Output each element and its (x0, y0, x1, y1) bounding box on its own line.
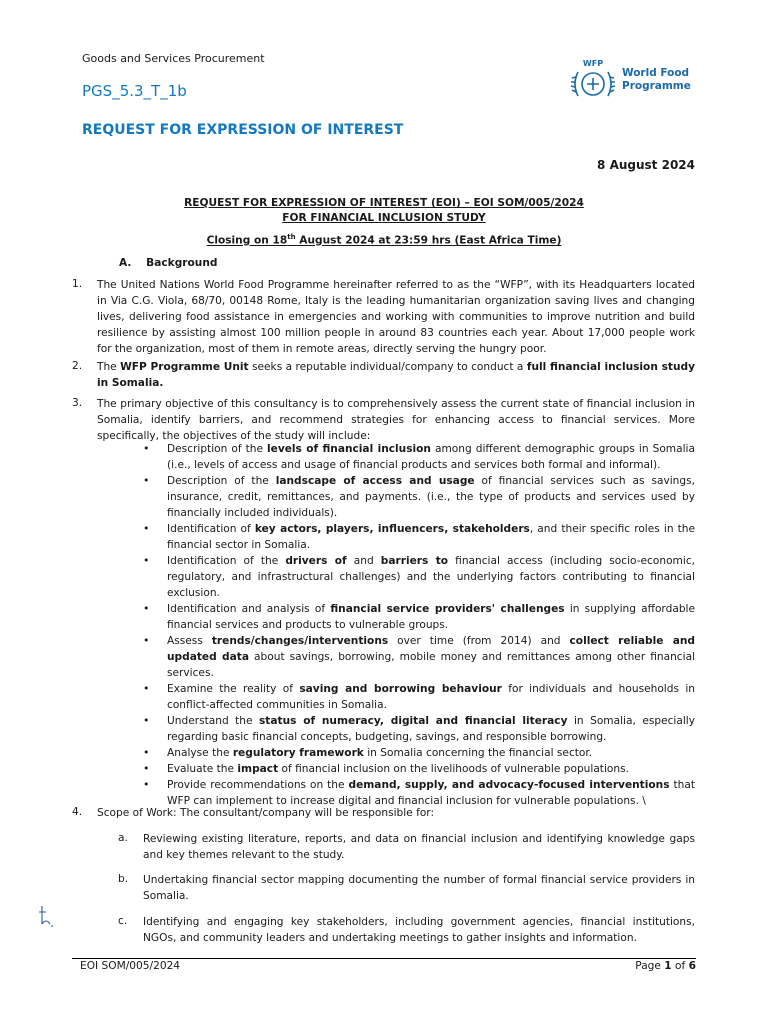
b5-text-end: in supplying affordable financial services and products to vulnerable groups. (167, 603, 696, 631)
list-item (143, 601, 695, 633)
b8-text-end: in Somalia, especially regarding basic financial concepts, budgeting, savings, and responsible borrowing. (167, 715, 696, 743)
p2-text-c: seeks a reputable individual/company to conduct a (248, 361, 527, 373)
footer-divider (72, 958, 696, 959)
section-heading-background: A. Background (119, 257, 218, 269)
b9-text: Analyse the (167, 747, 233, 759)
b8-text: Understand the (167, 715, 259, 727)
b2-text-end: of financial services such as savings, insurance, credit, remittances, and payments. (i.e., the type of products and services used by financially included individuals). (167, 475, 695, 519)
logo-wordmark (622, 67, 691, 93)
list-item (143, 681, 695, 713)
eoi-title-line2: FOR FINANCIAL INCLUSION STUDY (282, 212, 486, 224)
department-label: Goods and Services Procurement (82, 52, 265, 65)
b1-text-end: among different demographic groups in Somalia (i.e., levels of access and usage of financial products and services both formal and informal). (167, 443, 695, 471)
b4-text-mid: and (346, 555, 381, 567)
sub-item-label-b: b. (118, 873, 129, 885)
p2-text-a: The (97, 361, 121, 373)
b11-text: Provide recommendations on the (167, 779, 349, 791)
page-number (635, 960, 696, 972)
closing-date (82, 233, 686, 247)
b5-bold: financial service providers' challenges (330, 603, 565, 615)
list-item (143, 761, 695, 777)
page-of-label: of (671, 960, 689, 972)
sub-item-label-a: a. (118, 832, 128, 844)
document-code: PGS_5.3_T_1b (82, 82, 187, 100)
b8-bold: status of numeracy, digital and financial literacy (259, 715, 568, 727)
b9-text-end: in Somalia concerning the financial sector. (363, 747, 593, 759)
b4-text-end: financial access (including socio-economic, regulatory, and infrastructural challenges) and the underlying factors contributing to financial exclusion. (167, 555, 696, 599)
list-item (143, 553, 695, 601)
item-number-2: 2. (72, 360, 83, 372)
logo-line1: World Food (622, 67, 690, 79)
b7-bold: saving and borrowing behaviour (299, 683, 502, 695)
paragraph-1: The United Nations World Food Programme hereinafter referred to as the “WFP”, with its Headquarters located in Via C.G. Viola, 68/70, 00148 Rome, Italy is the leading humanitarian organization saving lives and changing lives, delivering food assistance in emergencies and working with communities to improve nutrition and build resilience by assisting almost 100 million people in around 83 countries each year. About 17,000 people work for the organization, most of them in remote areas, directly serving the hungry poor. (97, 279, 695, 355)
sub-item-text-b: Undertaking financial sector mapping documenting the number of formal financial service providers in Somalia. (143, 874, 695, 902)
b4-bold-2: barriers to (380, 555, 449, 567)
b6-bold-2: collect reliable and updated data (167, 635, 695, 663)
logo-abbr: WFP (582, 59, 604, 68)
b4-text: Identification of the (167, 555, 286, 567)
wfp-logo (568, 56, 698, 106)
b7-text: Examine the reality of (167, 683, 300, 695)
paragraph-4: Scope of Work: The consultant/company will be responsible for: (97, 807, 435, 819)
sub-item-text-c: Identifying and engaging key stakeholders, including government agencies, financial institutions, NGOs, and community leaders and undertaking meetings to gather insights and information. (143, 916, 695, 944)
b2-bold: landscape of access and usage (275, 475, 475, 487)
b2-text: Description of the (167, 475, 276, 487)
b10-text: Evaluate the (167, 763, 238, 775)
b6-bold: trends/changes/interventions (211, 635, 389, 647)
item-number-1: 1. (72, 278, 83, 290)
paragraph-2 (97, 359, 695, 391)
footer-reference: EOI SOM/005/2024 (80, 960, 181, 972)
closing-pre: Closing on 18 (206, 234, 288, 247)
page-current: 1 (664, 960, 672, 972)
b1-text: Description of the (167, 443, 268, 455)
b3-bold: key actors, players, influencers, stakeholders (254, 523, 530, 535)
eoi-title (82, 196, 686, 226)
objectives-list (143, 441, 695, 809)
b3-text: Identification of (167, 523, 255, 535)
item-number-4: 4. (72, 806, 83, 818)
b10-bold: impact (237, 763, 279, 775)
b6-text-mid: over time (from 2014) and (388, 635, 570, 647)
list-item (143, 473, 695, 521)
b10-text-end: of financial inclusion on the livelihoods of vulnerable populations. (278, 763, 629, 775)
b7-text-end: for individuals and households in conflict-affected communities in Somalia. (167, 683, 695, 711)
b11-text-end: that WFP can implement to increase digital and financial inclusion for vulnerable populations. \ (167, 779, 695, 807)
initials-signature-icon (36, 904, 56, 930)
b6-text: Assess (167, 635, 212, 647)
closing-sup: th (287, 233, 296, 241)
b4-bold: drivers of (285, 555, 347, 567)
list-item (143, 713, 695, 745)
list-item (143, 633, 695, 681)
eoi-title-line1: REQUEST FOR EXPRESSION OF INTEREST (EOI) – EOI SOM/005/2024 (184, 197, 584, 209)
b1-bold: levels of financial inclusion (267, 443, 431, 455)
page-label: Page (635, 960, 665, 972)
b11-bold: demand, supply, and advocacy-focused interventions (348, 779, 670, 791)
sub-item-label-c: c. (118, 915, 128, 927)
page-total: 6 (688, 960, 696, 972)
p2-bold-d: full financial inclusion study in Somalia. (97, 361, 696, 389)
wfp-emblem-icon (568, 56, 618, 106)
list-item (143, 441, 695, 473)
logo-line2: Programme (622, 80, 691, 92)
item-number-3: 3. (72, 397, 83, 409)
b5-text: Identification and analysis of (167, 603, 331, 615)
document-type-heading: REQUEST FOR EXPRESSION OF INTEREST (82, 122, 404, 138)
b9-bold: regulatory framework (232, 747, 364, 759)
b6-text-end: about savings, borrowing, mobile money and remittances among other financial services. (167, 651, 696, 679)
b3-text-end: , and their specific roles in the financial sector in Somalia. (167, 523, 696, 551)
paragraph-3: The primary objective of this consultancy is to comprehensively assess the current state of financial inclusion in Somalia, identify barriers, and recommend strategies for enhancing access to financial services. More specifically, the objectives of the study will include: (97, 398, 695, 442)
closing-post: August 2024 at 23:59 hrs (East Africa Time) (295, 234, 562, 247)
p2-bold-b: WFP Programme Unit (120, 361, 249, 373)
sub-item-text-a: Reviewing existing literature, reports, and data on financial inclusion and identifying knowledge gaps and key themes relevant to the study. (143, 833, 695, 861)
list-item (143, 521, 695, 553)
document-date: 8 August 2024 (597, 158, 695, 172)
list-item (143, 745, 695, 761)
